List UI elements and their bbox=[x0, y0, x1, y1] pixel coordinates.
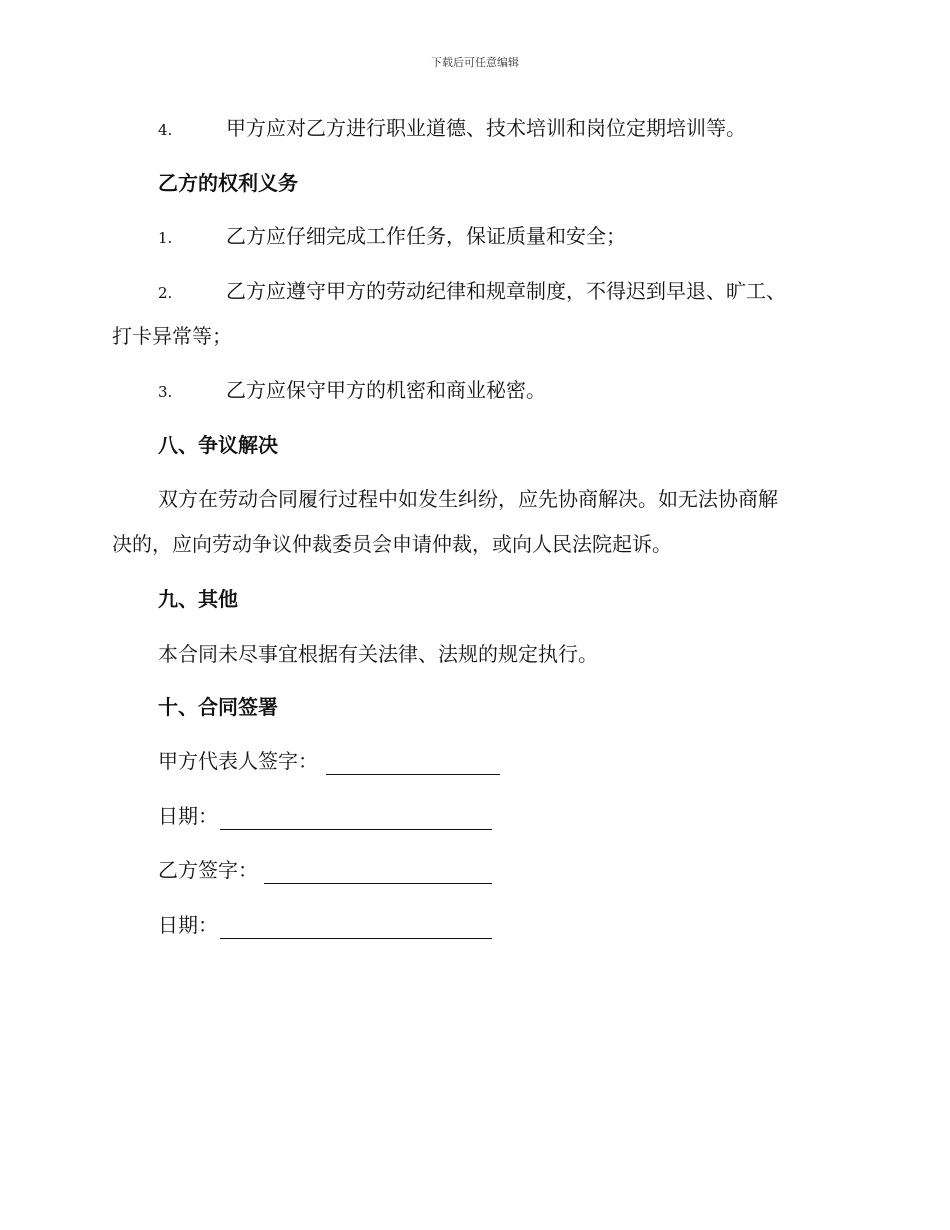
paragraph-line: 双方在劳动合同履行过程中如发生纠纷，应先协商解决。如无法协商解 bbox=[158, 487, 778, 511]
header-note: 下载后可任意编辑 bbox=[431, 56, 519, 69]
item-text: 乙方应仔细完成工作任务，保证质量和安全； bbox=[226, 224, 626, 248]
paragraph-line: 决的，应向劳动争议仲裁委员会申请仲裁，或向人民法院起诉。 bbox=[112, 532, 672, 556]
signature-label: 甲方代表人签字： bbox=[158, 749, 318, 773]
item-text: 甲方应对乙方进行职业道德、技术培训和岗位定期培训等。 bbox=[226, 116, 746, 140]
signature-row-party-a bbox=[158, 747, 500, 775]
section-heading-other: 九、其他 bbox=[158, 587, 238, 611]
item-text: 乙方应保守甲方的机密和商业秘密。 bbox=[226, 378, 546, 402]
section-heading-signing: 十、合同签署 bbox=[158, 695, 278, 719]
paragraph-line: 本合同未尽事宜根据有关法律、法规的规定执行。 bbox=[158, 642, 598, 666]
item-number: 3. bbox=[158, 383, 173, 401]
date-row-party-a bbox=[158, 802, 492, 830]
date-blank[interactable] bbox=[220, 916, 492, 939]
item-number: 4. bbox=[158, 121, 173, 139]
item-number: 2. bbox=[158, 284, 173, 302]
date-label: 日期： bbox=[158, 913, 218, 937]
section-heading-dispute: 八、争议解决 bbox=[158, 433, 278, 457]
item-text-continued: 打卡异常等； bbox=[112, 324, 232, 348]
date-label: 日期： bbox=[158, 804, 218, 828]
signature-row-party-b bbox=[158, 856, 492, 884]
item-text: 乙方应遵守甲方的劳动纪律和规章制度，不得迟到早退、旷工、 bbox=[226, 279, 786, 303]
item-number: 1. bbox=[158, 229, 173, 247]
section-heading-party-b: 乙方的权利义务 bbox=[158, 171, 298, 195]
signature-label: 乙方签字： bbox=[158, 858, 258, 882]
date-blank[interactable] bbox=[220, 807, 492, 830]
signature-blank[interactable] bbox=[326, 752, 500, 775]
signature-blank[interactable] bbox=[264, 861, 492, 884]
date-row-party-b bbox=[158, 911, 492, 939]
